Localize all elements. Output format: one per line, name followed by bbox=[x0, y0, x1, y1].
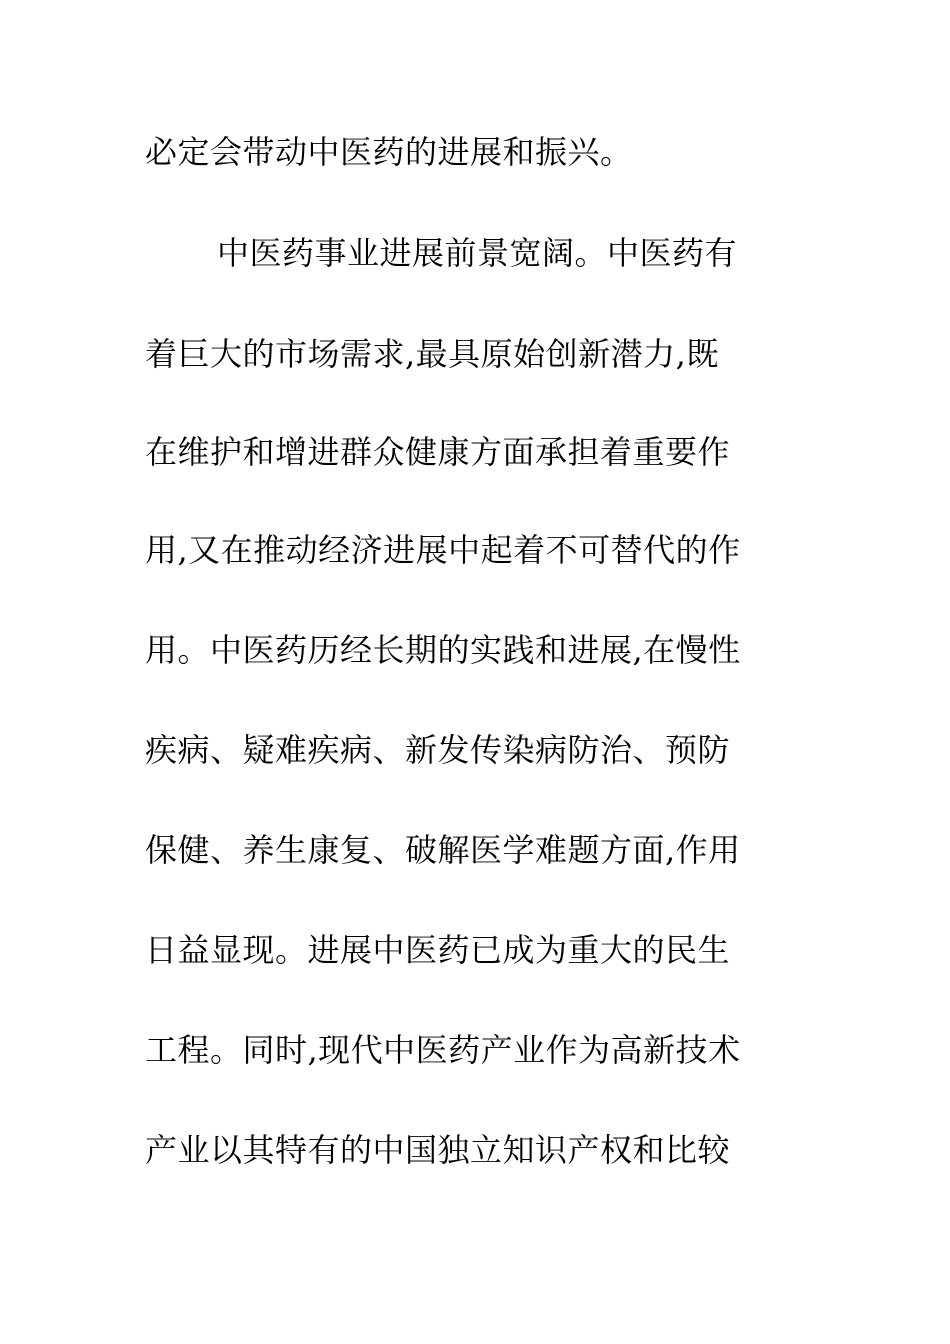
text-line-7: 疾病、疑难疾病、新发传染病防治、预防 bbox=[145, 731, 731, 769]
text-line-6: 用。中医药历经长期的实践和进展,在慢性 bbox=[145, 631, 741, 669]
text-line-3: 着巨大的市场需求,最具原始创新潜力,既 bbox=[145, 335, 719, 373]
text-line-1: 必定会带动中医药的进展和振兴。 bbox=[145, 133, 633, 171]
text-line-4: 在维护和增进群众健康方面承担着重要作 bbox=[145, 433, 731, 471]
text-line-11: 产业以其特有的中国独立知识产权和比较 bbox=[145, 1131, 731, 1169]
text-line-10: 工程。同时,现代中医药产业作为高新技术 bbox=[145, 1031, 741, 1069]
text-line-9: 日益显现。进展中医药已成为重大的民生 bbox=[145, 931, 731, 969]
text-line-2: 中医药事业进展前景宽阔。中医药有 bbox=[217, 234, 738, 272]
text-line-5: 用,又在推动经济进展中起着不可替代的作 bbox=[145, 531, 741, 569]
text-line-8: 保健、养生康复、破解医学难题方面,作用 bbox=[145, 831, 741, 869]
